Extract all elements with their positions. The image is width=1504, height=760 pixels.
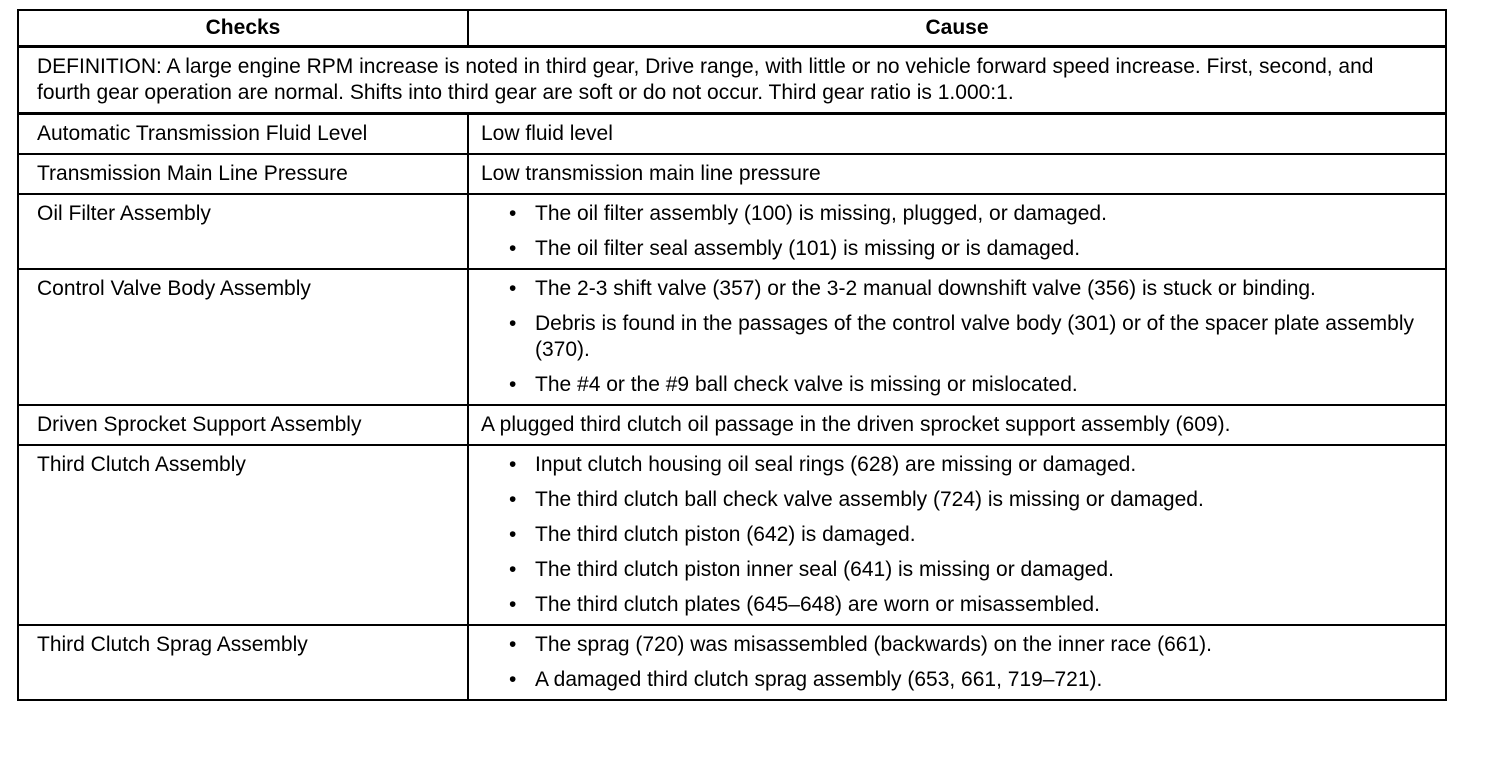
- cause-column-header: Cause: [468, 10, 1446, 47]
- check-cell: Transmission Main Line Pressure: [18, 154, 468, 194]
- check-cell: Driven Sprocket Support Assembly: [18, 405, 468, 445]
- check-cell: Third Clutch Sprag Assembly: [18, 625, 468, 700]
- bullet-icon: •: [509, 237, 517, 260]
- cause-cell: [468, 445, 1446, 625]
- bullet-icon: •: [509, 633, 517, 656]
- cause-list-item: [487, 557, 1437, 583]
- bullet-icon: •: [509, 593, 517, 616]
- cause-item-text: The oil filter seal assembly (101) is missing or is damaged.: [535, 237, 1081, 260]
- cause-item-text: The #4 or the #9 ball check valve is missing or mislocated.: [535, 373, 1078, 396]
- definition-text: DEFINITION: A large engine RPM increase is noted in third gear, Drive range, with little or no vehicle forward speed increase. First, second, and fourth gear operation are normal. Shifts into third gear are soft or do not occur. Third gear ratio is 1.000:1.: [18, 47, 1446, 114]
- bullet-icon: •: [509, 558, 517, 581]
- cause-list-item: [487, 276, 1437, 302]
- cause-list: [487, 276, 1437, 398]
- bullet-icon: •: [509, 373, 517, 396]
- cause-list-item: [487, 487, 1437, 513]
- cause-cell: A plugged third clutch oil passage in the driven sprocket support assembly (609).: [468, 405, 1446, 445]
- check-cell: Automatic Transmission Fluid Level: [18, 114, 468, 155]
- cause-item-text: The third clutch plates (645–648) are worn or misassembled.: [535, 593, 1100, 616]
- table-row: [18, 625, 1446, 700]
- cause-list-item: [487, 592, 1437, 618]
- cause-item-text: The 2-3 shift valve (357) or the 3-2 manual downshift valve (356) is stuck or binding.: [535, 277, 1316, 300]
- cause-list-item: [487, 372, 1437, 398]
- cause-item-text: Debris is found in the passages of the control valve body (301) or of the spacer plate assembly (370).: [535, 312, 1414, 361]
- cause-list-item: [487, 201, 1437, 227]
- bullet-icon: •: [509, 312, 517, 335]
- cause-cell: [468, 269, 1446, 405]
- bullet-icon: •: [509, 277, 517, 300]
- cause-item-text: Input clutch housing oil seal rings (628) are missing or damaged.: [535, 453, 1137, 476]
- table-row: [18, 194, 1446, 269]
- cause-list: [487, 632, 1437, 693]
- cause-list-item: [487, 632, 1437, 658]
- cause-item-text: A damaged third clutch sprag assembly (653, 661, 719–721).: [535, 668, 1103, 691]
- cause-item-text: The third clutch piston inner seal (641) is missing or damaged.: [535, 558, 1114, 581]
- cause-cell: Low transmission main line pressure: [468, 154, 1446, 194]
- cause-item-text: The third clutch ball check valve assembly (724) is missing or damaged.: [535, 488, 1204, 511]
- bullet-icon: •: [509, 202, 517, 225]
- cause-cell: [468, 194, 1446, 269]
- table-row: [18, 269, 1446, 405]
- check-cell: Oil Filter Assembly: [18, 194, 468, 269]
- diagnostic-sheet: [17, 9, 1445, 701]
- table-body: [18, 47, 1446, 701]
- definition-row: [18, 47, 1446, 114]
- cause-item-text: The oil filter assembly (100) is missing, plugged, or damaged.: [535, 202, 1107, 225]
- cause-item-text: The third clutch piston (642) is damaged.: [535, 523, 916, 546]
- bullet-icon: •: [509, 668, 517, 691]
- cause-item-text: The sprag (720) was misassembled (backwards) on the inner race (661).: [535, 633, 1212, 656]
- check-cell: Control Valve Body Assembly: [18, 269, 468, 405]
- table-row: [18, 405, 1446, 445]
- bullet-icon: •: [509, 488, 517, 511]
- table-row: [18, 114, 1446, 155]
- cause-list-item: [487, 667, 1437, 693]
- bullet-icon: •: [509, 453, 517, 476]
- diagnosis-table: [17, 9, 1447, 701]
- cause-list-item: [487, 311, 1437, 363]
- cause-cell: [468, 625, 1446, 700]
- check-cell: Third Clutch Assembly: [18, 445, 468, 625]
- checks-column-header: Checks: [18, 10, 468, 47]
- cause-cell: Low fluid level: [468, 114, 1446, 155]
- cause-list: [487, 201, 1437, 262]
- header-row: [18, 10, 1446, 47]
- table-row: [18, 445, 1446, 625]
- cause-list-item: [487, 522, 1437, 548]
- cause-list-item: [487, 452, 1437, 478]
- cause-list-item: [487, 236, 1437, 262]
- bullet-icon: •: [509, 523, 517, 546]
- table-row: [18, 154, 1446, 194]
- cause-list: [487, 452, 1437, 618]
